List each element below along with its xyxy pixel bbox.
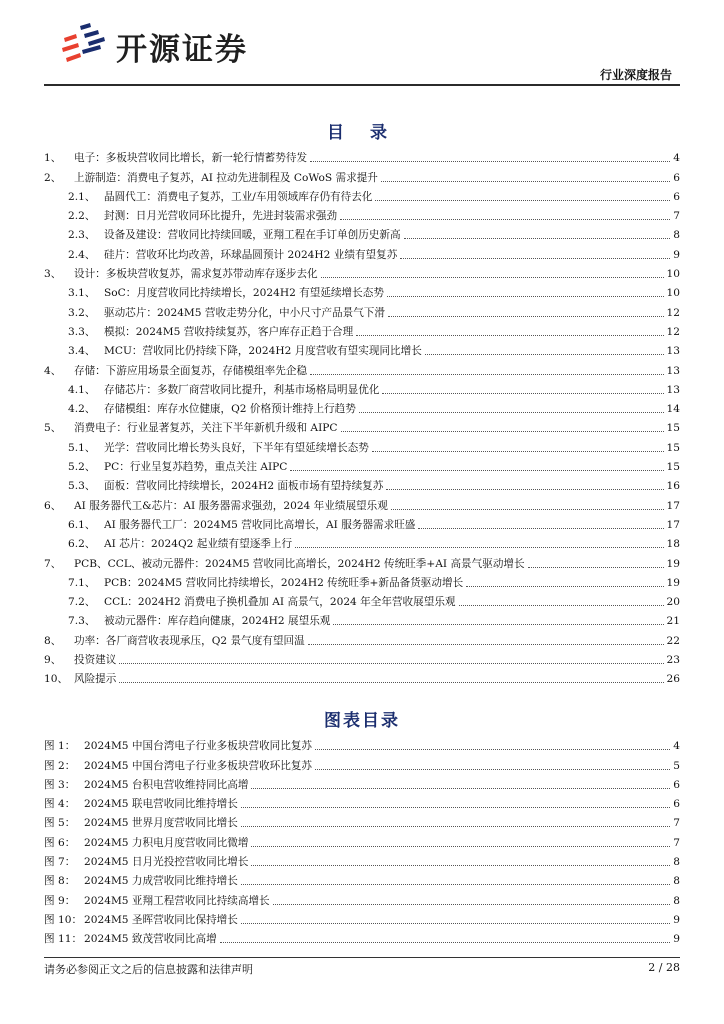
toc-entry[interactable] <box>44 551 680 570</box>
toc-entry-page: 13 <box>666 364 680 377</box>
figure-entry-title: 2024M5 中国台湾电子行业多板块营收同比复苏 <box>84 740 313 753</box>
toc-entry[interactable] <box>44 590 680 609</box>
figure-entry-page: 4 <box>673 740 680 753</box>
toc-entry-num: 4.1、 <box>68 383 96 396</box>
toc-entry-page: 6 <box>673 171 680 184</box>
toc-entry-num: 6.2、 <box>68 538 96 551</box>
figure-entry-num: 图 10： <box>44 913 83 926</box>
figure-entry-num: 图 1： <box>44 740 76 753</box>
toc-entry-page: 6 <box>673 190 680 203</box>
figure-entry-title: 2024M5 联电营收同比维持增长 <box>84 798 238 811</box>
figure-entry-page: 7 <box>673 836 680 849</box>
figure-entry-num: 图 9： <box>44 894 76 907</box>
toc-entry[interactable] <box>44 185 680 204</box>
toc-entry-num: 5.1、 <box>68 441 96 454</box>
toc-entry[interactable] <box>44 165 680 184</box>
dot-leader <box>459 605 664 606</box>
kaiyuan-logo-icon <box>60 22 108 64</box>
toc-entry-title: PCB、CCL、被动元器件：2024M5 营收同比高增长，2024H2 传统旺季+AI 高景气驱动增长 <box>74 557 525 570</box>
dot-leader <box>273 904 671 905</box>
toc-entry[interactable] <box>44 416 680 435</box>
toc-entry-title: 封测：日月光营收同环比提升，先进封装需求强劲 <box>104 210 338 223</box>
figure-entry-page: 6 <box>673 798 680 811</box>
dot-leader <box>341 431 664 432</box>
dot-leader <box>241 884 670 885</box>
figure-index-title: 图表目录 <box>324 711 400 731</box>
figure-entry[interactable] <box>44 753 680 772</box>
figure-entry-title: 2024M5 致茂营收同比高增 <box>84 933 217 946</box>
toc-entry-page: 18 <box>666 538 680 551</box>
toc-entry[interactable] <box>44 571 680 590</box>
toc-entry-num: 7、 <box>44 557 62 570</box>
figure-entry-page: 7 <box>673 817 680 830</box>
dot-leader <box>308 644 664 645</box>
toc-entry-num: 2.1、 <box>68 190 96 203</box>
figure-entry-num: 图 11： <box>44 933 83 946</box>
footer-disclaimer: 请务必参阅正文之后的信息披露和法律声明 <box>44 963 253 976</box>
figure-entry-page: 9 <box>673 913 680 926</box>
toc-entry-num: 6、 <box>44 499 62 512</box>
toc-entry-title: AI 芯片：2024Q2 起业绩有望逐季上行 <box>104 538 293 551</box>
toc-entry-page: 17 <box>666 518 680 531</box>
toc-entry[interactable] <box>44 628 680 647</box>
toc-entry-title: 存储：下游应用场景全面复苏，存储模组率先企稳 <box>74 364 308 377</box>
toc-entry-title: 设计：多板块营收复苏，需求复苏带动库存逐步去化 <box>74 268 318 281</box>
figure-entry[interactable] <box>44 908 680 927</box>
dot-leader <box>220 942 671 943</box>
dot-leader <box>382 393 663 394</box>
toc-entry-page: 19 <box>666 557 680 570</box>
toc-entry-title: AI 服务器代工&芯片：AI 服务器需求强劲，2024 年业绩展望乐观 <box>74 499 388 512</box>
toc-entry[interactable] <box>44 532 680 551</box>
figure-entry-num: 图 2： <box>44 759 76 772</box>
figure-entry[interactable] <box>44 734 680 753</box>
dot-leader <box>310 161 670 162</box>
toc-entry-num: 5.2、 <box>68 461 96 474</box>
toc-entry-num: 3.1、 <box>68 287 96 300</box>
toc-entry[interactable] <box>44 204 680 223</box>
toc-entry[interactable] <box>44 493 680 512</box>
toc-entry-page: 17 <box>666 499 680 512</box>
dot-leader <box>241 826 670 827</box>
toc-entry-num: 8、 <box>44 634 62 647</box>
toc-entry-num: 7.3、 <box>68 615 96 628</box>
dot-leader <box>404 238 671 239</box>
dot-leader <box>340 219 670 220</box>
toc-entry-page: 21 <box>666 615 680 628</box>
toc-entry[interactable] <box>44 378 680 397</box>
toc-entry-num: 7.1、 <box>68 576 96 589</box>
toc-entry-num: 6.1、 <box>68 518 96 531</box>
dot-leader <box>321 277 664 278</box>
toc-entry-num: 2.4、 <box>68 248 96 261</box>
toc-entry-num: 2.2、 <box>68 210 96 223</box>
figure-entry-page: 5 <box>673 759 680 772</box>
toc-entry-title: AI 服务器代工厂：2024M5 营收同比高增长，AI 服务器需求旺盛 <box>104 518 416 531</box>
figure-index-list <box>44 734 680 946</box>
dot-leader <box>425 354 664 355</box>
toc-entry-page: 13 <box>666 345 680 358</box>
toc-entry-page: 13 <box>666 383 680 396</box>
dot-leader <box>241 923 670 924</box>
toc-entry-num: 3.3、 <box>68 325 96 338</box>
toc-entry-num: 2、 <box>44 171 62 184</box>
dot-leader <box>251 865 670 866</box>
figure-entry[interactable] <box>44 792 680 811</box>
toc-entry-title: 存储模组：库存水位健康，Q2 价格预计维持上行趋势 <box>104 403 356 416</box>
toc-entry[interactable] <box>44 648 680 667</box>
dot-leader <box>119 663 663 664</box>
figure-entry-num: 图 7： <box>44 856 76 869</box>
toc-entry-page: 22 <box>666 634 680 647</box>
toc-entry[interactable] <box>44 474 680 493</box>
page-number: 2 / 28 <box>648 961 680 974</box>
toc-entry-page: 16 <box>666 480 680 493</box>
toc-entry-page: 12 <box>666 306 680 319</box>
toc-entry-page: 26 <box>666 673 680 686</box>
figure-entry[interactable] <box>44 888 680 907</box>
toc-title: 目 录 <box>327 123 397 143</box>
figure-entry[interactable] <box>44 869 680 888</box>
toc-entry-title: 硅片：营收环比均改善，环球晶圆预计 2024H2 业绩有望复苏 <box>104 248 398 261</box>
toc-entry-title: 设备及建设：营收同比持续回暖，亚翔工程在手订单创历史新高 <box>104 229 401 242</box>
toc-entry-title: 电子：多板块营收同比增长，新一轮行情蓄势待发 <box>74 152 308 165</box>
figure-entry-title: 2024M5 力成营收同比维持增长 <box>84 875 238 888</box>
toc-entry-page: 19 <box>666 576 680 589</box>
toc-entry[interactable] <box>44 435 680 454</box>
dot-leader <box>315 749 670 750</box>
figure-entry-num: 图 6： <box>44 836 76 849</box>
dot-leader <box>251 846 670 847</box>
toc-entry-title: 存储芯片：多数厂商营收同比提升，利基市场格局明显优化 <box>104 383 380 396</box>
toc-entry-title: 晶圆代工：消费电子复苏，工业/车用领域库存仍有待去化 <box>104 190 373 203</box>
figure-entry-page: 8 <box>673 894 680 907</box>
toc-entry[interactable] <box>44 281 680 300</box>
toc-entry-num: 3.4、 <box>68 345 96 358</box>
figure-entry-page: 8 <box>673 875 680 888</box>
figure-entry-title: 2024M5 日月光投控营收同比增长 <box>84 856 249 869</box>
figure-entry-title: 2024M5 世界月度营收同比增长 <box>84 817 238 830</box>
toc-entry-num: 3、 <box>44 268 62 281</box>
toc-entry-title: PC：行业呈复苏趋势，重点关注 AIPC <box>104 461 288 474</box>
dot-leader <box>119 682 663 683</box>
toc-entry-page: 10 <box>666 287 680 300</box>
toc-entry-title: 投资建议 <box>74 654 117 667</box>
toc-entry-title: 模拟：2024M5 营收持续复苏，客户库存正趋于合理 <box>104 325 354 338</box>
figure-entry-title: 2024M5 力积电月度营收同比微增 <box>84 836 249 849</box>
figure-entry-title: 2024M5 中国台湾电子行业多板块营收环比复苏 <box>84 759 313 772</box>
dot-leader <box>359 412 664 413</box>
dot-leader <box>418 528 663 529</box>
toc-entry-num: 2.3、 <box>68 229 96 242</box>
toc-entry[interactable] <box>44 609 680 628</box>
toc-entry-num: 7.2、 <box>68 596 96 609</box>
figure-entry-page: 8 <box>673 856 680 869</box>
footer-divider <box>44 957 680 958</box>
dot-leader <box>310 374 663 375</box>
toc-entry-num: 4.2、 <box>68 403 96 416</box>
toc-entry-page: 7 <box>673 210 680 223</box>
toc-entry[interactable] <box>44 242 680 261</box>
toc-entry-title: 消费电子：行业显著复苏，关注下半年新机升级和 AIPC <box>74 422 338 435</box>
figure-entry[interactable] <box>44 850 680 869</box>
toc-entry[interactable] <box>44 262 680 281</box>
toc-entry[interactable] <box>44 455 680 474</box>
dot-leader <box>356 335 663 336</box>
figure-entry-num: 图 3： <box>44 778 76 791</box>
dot-leader <box>387 296 664 297</box>
toc-list <box>44 146 680 686</box>
toc-entry[interactable] <box>44 397 680 416</box>
toc-entry-title: 面板：营收同比持续增长，2024H2 面板市场有望持续复苏 <box>104 480 384 493</box>
toc-entry-title: 被动元器件：库存趋向健康，2024H2 展望乐观 <box>104 615 331 628</box>
dot-leader <box>375 200 670 201</box>
dot-leader <box>315 769 670 770</box>
dot-leader <box>372 451 664 452</box>
toc-entry-page: 15 <box>666 461 680 474</box>
toc-entry-num: 10、 <box>44 673 69 686</box>
toc-entry-num: 4、 <box>44 364 62 377</box>
figure-entry-title: 2024M5 台积电营收维持同比高增 <box>84 778 249 791</box>
dot-leader <box>381 181 670 182</box>
figure-entry-title: 2024M5 圣晖营收同比保持增长 <box>84 913 238 926</box>
toc-entry-title: 上游制造：消费电子复苏，AI 拉动先进制程及 CoWoS 需求提升 <box>74 171 378 184</box>
toc-entry-page: 12 <box>666 325 680 338</box>
figure-entry-num: 图 4： <box>44 798 76 811</box>
toc-entry-num: 1、 <box>44 152 62 165</box>
toc-entry[interactable] <box>44 339 680 358</box>
dot-leader <box>388 316 664 317</box>
figure-entry-page: 9 <box>673 933 680 946</box>
toc-entry-page: 10 <box>666 268 680 281</box>
dot-leader <box>400 258 670 259</box>
header-divider <box>44 84 680 86</box>
toc-entry-page: 4 <box>673 152 680 165</box>
toc-entry[interactable] <box>44 300 680 319</box>
page-header <box>0 0 724 80</box>
figure-entry[interactable] <box>44 773 680 792</box>
toc-entry-title: PCB：2024M5 营收同比持续增长，2024H2 传统旺季+新品备货驱动增长 <box>104 576 464 589</box>
toc-entry[interactable] <box>44 513 680 532</box>
dot-leader <box>333 624 663 625</box>
toc-entry-title: 功率：各厂商营收表现承压，Q2 景气度有望回温 <box>74 634 305 647</box>
report-type-label: 行业深度报告 <box>599 68 672 82</box>
figure-entry[interactable] <box>44 830 680 849</box>
figure-entry[interactable] <box>44 811 680 830</box>
toc-entry[interactable] <box>44 358 680 377</box>
toc-entry[interactable] <box>44 146 680 165</box>
toc-entry-title: 风险提示 <box>74 673 117 686</box>
toc-entry-page: 20 <box>666 596 680 609</box>
toc-entry-title: 光学：营收同比增长势头良好，下半年有望延续增长态势 <box>104 441 369 454</box>
toc-entry[interactable] <box>44 320 680 339</box>
toc-entry-title: MCU：营收同比仍持续下降，2024H2 月度营收有望实现同比增长 <box>104 345 422 358</box>
toc-entry-page: 8 <box>673 229 680 242</box>
figure-entry-num: 图 8： <box>44 875 76 888</box>
figure-entry[interactable] <box>44 927 680 946</box>
toc-entry-num: 9、 <box>44 654 62 667</box>
dot-leader <box>386 489 663 490</box>
toc-entry-num: 5.3、 <box>68 480 96 493</box>
dot-leader <box>251 788 670 789</box>
dot-leader <box>241 807 670 808</box>
toc-entry-num: 5、 <box>44 422 62 435</box>
figure-entry-page: 6 <box>673 778 680 791</box>
toc-entry-page: 9 <box>673 248 680 261</box>
toc-entry-title: 驱动芯片：2024M5 营收走势分化，中小尺寸产品景气下滑 <box>104 306 385 319</box>
toc-entry-page: 15 <box>666 441 680 454</box>
dot-leader <box>295 547 663 548</box>
figure-entry-title: 2024M5 亚翔工程营收同比持续高增长 <box>84 894 270 907</box>
toc-entry[interactable] <box>44 667 680 686</box>
toc-entry-page: 23 <box>666 654 680 667</box>
dot-leader <box>466 586 663 587</box>
toc-entry-num: 3.2、 <box>68 306 96 319</box>
dot-leader <box>290 470 663 471</box>
brand-name: 开源证券 <box>116 32 248 68</box>
toc-entry-page: 15 <box>666 422 680 435</box>
toc-entry-title: SoC：月度营收同比持续增长，2024H2 有望延续增长态势 <box>104 287 384 300</box>
dot-leader <box>528 567 664 568</box>
toc-entry[interactable] <box>44 223 680 242</box>
dot-leader <box>391 509 664 510</box>
toc-entry-page: 14 <box>666 403 680 416</box>
figure-entry-num: 图 5： <box>44 817 76 830</box>
toc-entry-title: CCL：2024H2 消费电子换机叠加 AI 高景气，2024 年全年营收展望乐观 <box>104 596 456 609</box>
